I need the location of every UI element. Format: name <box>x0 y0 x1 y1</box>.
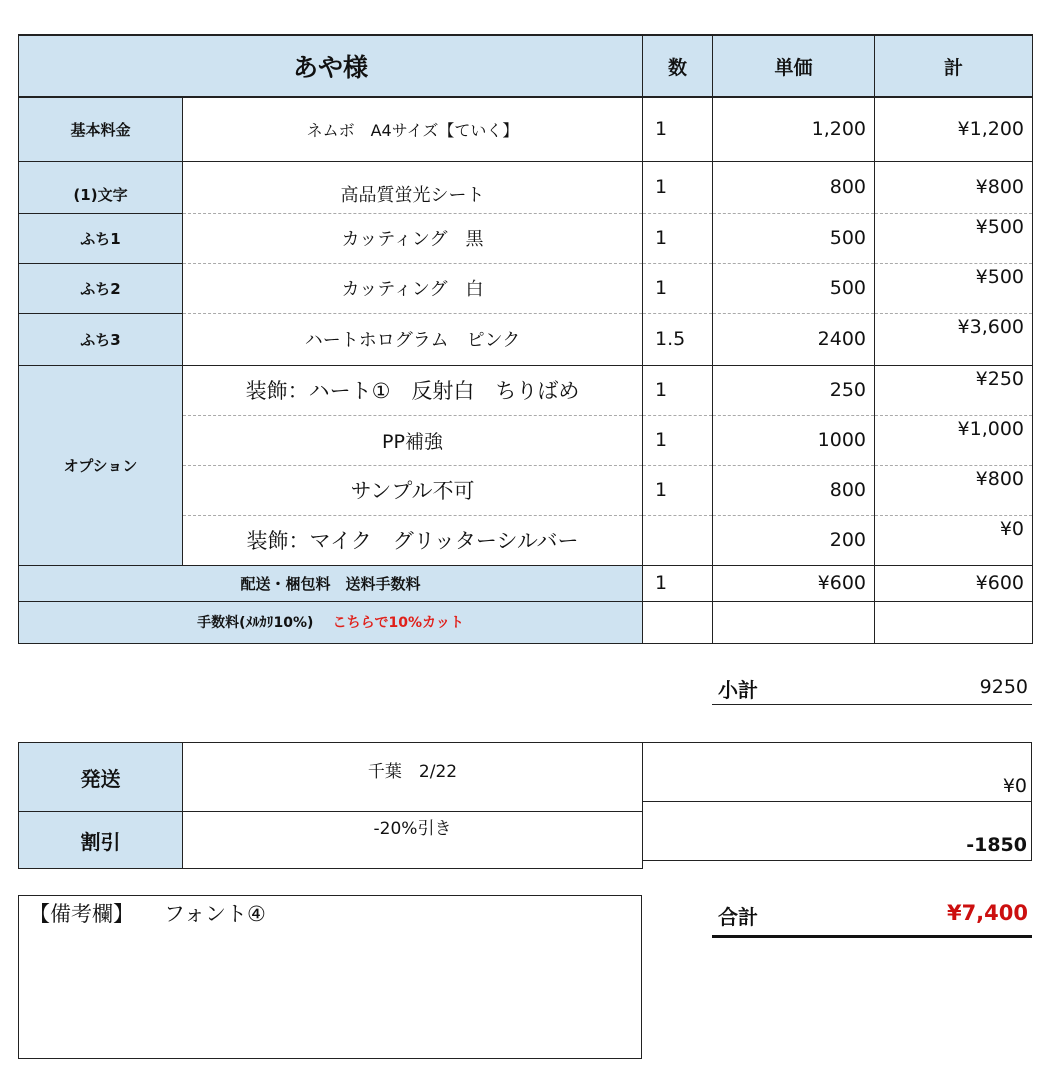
table-row <box>19 365 1033 415</box>
row-price: 250 <box>713 365 875 415</box>
fee-label: 手数料(ﾒﾙｶﾘ10%) <box>197 615 314 631</box>
subtotal-value: 9250 <box>979 676 1028 698</box>
row-total: ¥500 <box>875 213 1033 263</box>
fee-cell <box>19 601 643 643</box>
row-total: ¥3,600 <box>875 313 1033 365</box>
grand-total <box>712 895 1032 938</box>
memo-label: 【備考欄】 <box>29 902 134 926</box>
row-qty: 1 <box>643 415 713 465</box>
header-row <box>19 35 1033 97</box>
row-qty: 1 <box>643 161 713 213</box>
discount-row <box>19 812 643 869</box>
row-qty: 1 <box>643 213 713 263</box>
row-label: ふち2 <box>19 263 183 313</box>
row-total: ¥800 <box>875 161 1033 213</box>
row-desc: カッティング 白 <box>183 263 643 313</box>
row-price: 200 <box>713 515 875 565</box>
row-total: ¥250 <box>875 365 1033 415</box>
row-qty <box>643 515 713 565</box>
row-price: 800 <box>713 465 875 515</box>
row-desc: 装飾：ハート① 反射白 ちりばめ <box>183 365 643 415</box>
table-row <box>19 213 1033 263</box>
row-label: ふち1 <box>19 213 183 263</box>
delivery-label: 配送・梱包料 送料手数料 <box>19 565 643 601</box>
unit-price-header: 単価 <box>713 35 875 97</box>
discount-label: 割引 <box>19 812 183 869</box>
invoice-table <box>18 34 1033 644</box>
table-row <box>19 313 1033 365</box>
row-desc: PP補強 <box>183 415 643 465</box>
row-total: ¥0 <box>875 515 1033 565</box>
shipping-value: ¥0 <box>642 743 1032 802</box>
subtotal <box>712 668 1032 705</box>
row-label: (1)文字 <box>19 161 183 213</box>
grand-total-label: 合計 <box>718 905 758 929</box>
fee-price <box>713 601 875 643</box>
row-price: 1,200 <box>713 97 875 161</box>
shipping-table <box>18 742 643 869</box>
row-qty: 1 <box>643 465 713 515</box>
subtotal-label: 小計 <box>718 678 758 702</box>
delivery-row <box>19 565 1033 601</box>
row-price: 800 <box>713 161 875 213</box>
customer-name: あや様 <box>19 35 643 97</box>
total-header: 計 <box>875 35 1033 97</box>
row-desc: カッティング 黒 <box>183 213 643 263</box>
row-desc: ハートホログラム ピンク <box>183 313 643 365</box>
row-desc: ネムボ A4サイズ【ていく】 <box>183 97 643 161</box>
row-price: 2400 <box>713 313 875 365</box>
row-price: 500 <box>713 263 875 313</box>
row-desc: 高品質蛍光シート <box>183 161 643 213</box>
row-qty: 1 <box>643 263 713 313</box>
row-label: 基本料金 <box>19 97 183 161</box>
qty-header: 数 <box>643 35 713 97</box>
row-total: ¥800 <box>875 465 1033 515</box>
delivery-total: ¥600 <box>875 565 1033 601</box>
table-row <box>19 97 1033 161</box>
row-qty: 1 <box>643 365 713 415</box>
row-total: ¥1,000 <box>875 415 1033 465</box>
fee-note: こちらで10%カット <box>332 615 464 631</box>
options-label: オプション <box>19 365 183 565</box>
shipping-values <box>642 742 1032 861</box>
discount-desc: -20%引き <box>183 812 643 869</box>
row-total: ¥500 <box>875 263 1033 313</box>
row-desc: 装飾：マイク グリッターシルバー <box>183 515 643 565</box>
shipping-row <box>19 743 643 812</box>
row-qty: 1 <box>643 97 713 161</box>
shipping-label: 発送 <box>19 743 183 812</box>
shipping-desc: 千葉 2/22 <box>183 743 643 812</box>
memo-box <box>18 895 642 1059</box>
row-price: 500 <box>713 213 875 263</box>
fee-row <box>19 601 1033 643</box>
row-label: ふち3 <box>19 313 183 365</box>
row-price: 1000 <box>713 415 875 465</box>
delivery-price: ¥600 <box>713 565 875 601</box>
table-row <box>19 161 1033 213</box>
table-row <box>19 263 1033 313</box>
row-qty: 1.5 <box>643 313 713 365</box>
delivery-qty: 1 <box>643 565 713 601</box>
grand-total-value: ¥7,400 <box>946 901 1028 925</box>
fee-total <box>875 601 1033 643</box>
discount-value: -1850 <box>642 802 1032 861</box>
row-total: ¥1,200 <box>875 97 1033 161</box>
memo-text: フォント④ <box>164 902 266 926</box>
fee-qty <box>643 601 713 643</box>
row-desc: サンプル不可 <box>183 465 643 515</box>
